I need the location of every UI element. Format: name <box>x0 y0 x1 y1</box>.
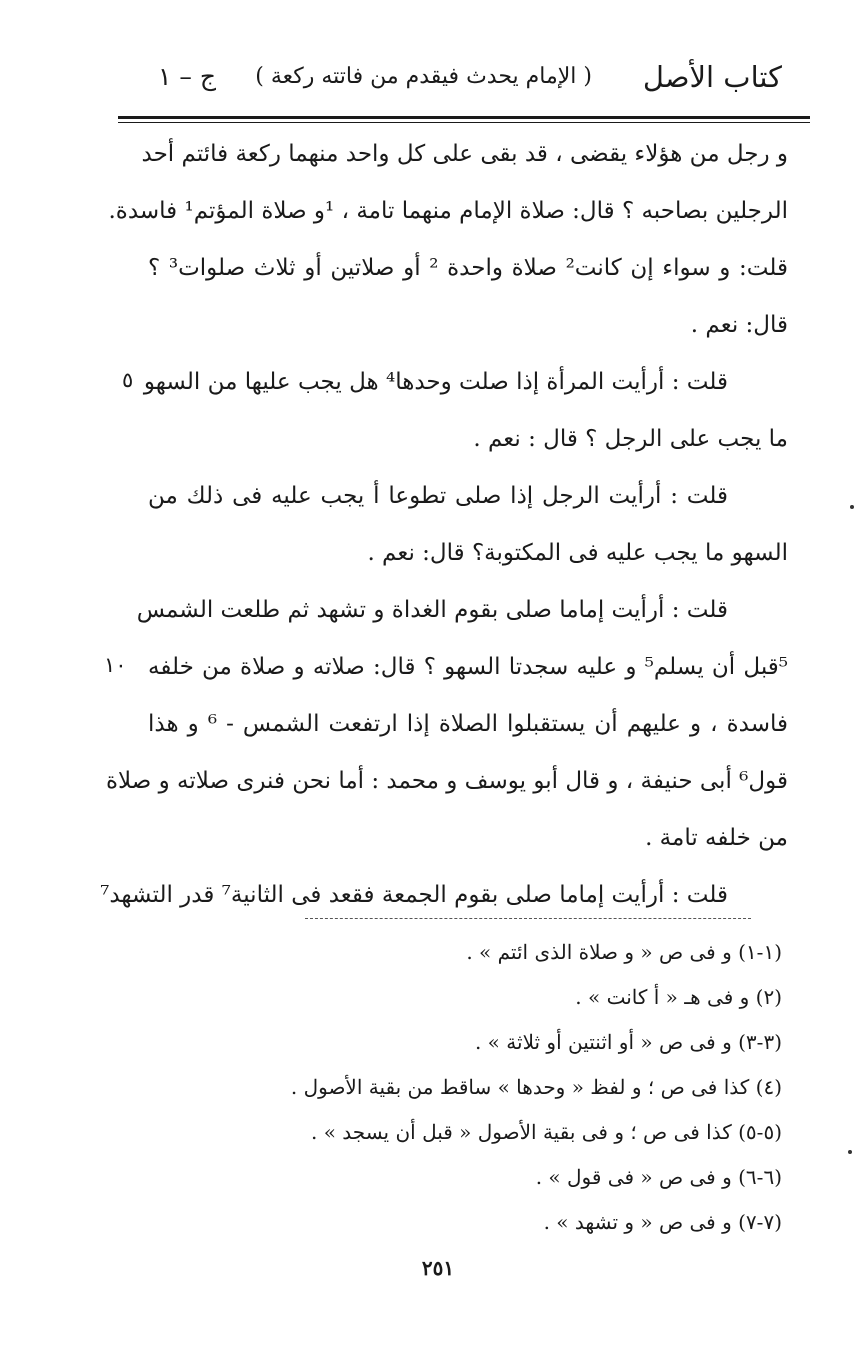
footnote: (٣-٣) و فى ص « أو اثنتين أو ثلاثة » . <box>474 1030 782 1054</box>
header-chapter-title: ( الإمام يحدث فيقدم من فاتته ركعة ) <box>255 64 592 89</box>
text-line: قلت : أرأيت المرأة إذا صلت وحدها⁴ هل يجب عليها من السهو <box>143 369 728 395</box>
text-line: السهو ما يجب عليه فى المكتوبة؟ قال: نعم . <box>367 540 788 566</box>
scan-speck <box>848 1150 852 1154</box>
text-line: قلت : أرأيت الرجل إذا صلى تطوعا أ يجب عليه فى ذلك من <box>148 483 728 509</box>
text-line: قلت: و سواء إن كانت² صلاة واحدة ² أو صلاتين أو ثلاث صلوات³ ؟ <box>148 255 788 281</box>
footnote: (٧-٧) و فى ص « و تشهد » . <box>543 1210 782 1234</box>
footnote: (٥-٥) كذا فى ص ؛ و فى بقية الأصول « قبل أن يسجد » . <box>311 1120 782 1144</box>
text-line: قلت : أرأيت إماما صلى بقوم الجمعة فقعد فى الثانية⁷ قدر التشهد⁷ <box>100 882 728 908</box>
text-line: قول⁶ أبى حنيفة ، و قال أبو يوسف و محمد : أما نحن فنرى صلاته و صلاة <box>105 768 788 794</box>
text-line: قلت : أرأيت إماما صلى بقوم الغداة و تشهد ثم طلعت الشمس <box>136 597 728 623</box>
text-line: من خلفه تامة . <box>645 825 788 851</box>
page-number: ٢٥١ <box>421 1256 455 1280</box>
text-line: و رجل من هؤلاء يقضى ، قد بقى على كل واحد منهما ركعة فائتم أحد <box>141 141 788 167</box>
header-rule-thick <box>118 116 810 119</box>
footnote: (٦-٦) و فى ص « فى قول » . <box>535 1165 782 1189</box>
scan-speck <box>850 505 854 509</box>
footnotes <box>142 930 782 1245</box>
header-rule-thin <box>118 122 810 123</box>
line-number-ten: ١٠ <box>104 653 127 677</box>
text-line: ⁵قبل أن يسلم⁵ و عليه سجدتا السهو ؟ قال: صلاته و صلاة من خلفه <box>148 654 788 680</box>
line-number-five: ٥ <box>122 368 134 392</box>
footnote: (١-١) و فى ص « و صلاة الذى ائتم » . <box>466 940 782 964</box>
header-book-title: كتاب الأصل <box>642 60 782 94</box>
text-line: الرجلين بصاحبه ؟ قال: صلاة الإمام منهما تامة ، ¹و صلاة المؤتم¹ فاسدة. <box>108 198 788 224</box>
text-line: ما يجب على الرجل ؟ قال : نعم . <box>473 426 788 452</box>
footnote: (٤) كذا فى ص ؛ و لفظ « وحدها » ساقط من بقية الأصول . <box>290 1075 782 1099</box>
text-line: قال: نعم . <box>690 312 788 338</box>
running-header <box>118 58 790 102</box>
text-line: فاسدة ، و عليهم أن يستقبلوا الصلاة إذا ارتفعت الشمس - ⁶ و هذا <box>148 711 788 737</box>
footnote-separator <box>305 918 751 919</box>
header-volume: ج – ١ <box>158 62 216 91</box>
footnote: (٢) و فى هـ « أ كانت » . <box>575 985 782 1009</box>
